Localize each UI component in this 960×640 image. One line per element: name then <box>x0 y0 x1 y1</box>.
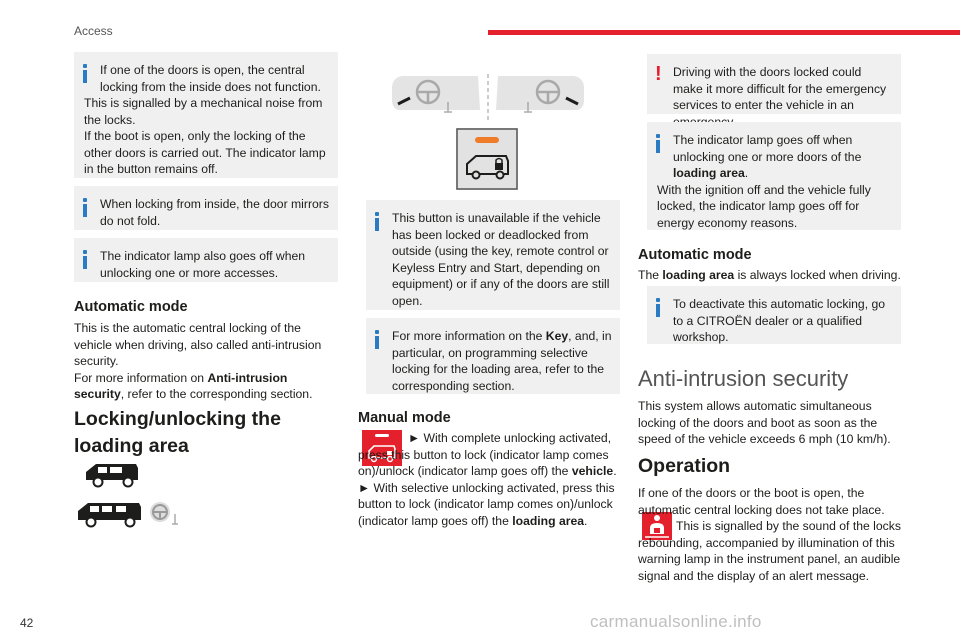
automatic-mode-text <box>74 320 338 403</box>
info-icon <box>83 198 87 217</box>
chapter-heading <box>74 406 338 460</box>
paragraph: The loading area is always locked when driving. <box>638 268 901 282</box>
paragraph: If one of the doors or the boot is open, the automatic central locking does not take place. <box>638 486 885 517</box>
paragraph: This is the automatic central locking of the vehicle when driving, also called anti-intrusion security. <box>74 321 322 368</box>
note-text: Driving with the doors locked could make it more difficult for the emergency services to enter the vehicle in an <box>673 65 887 112</box>
info-note-lamp-loading-area <box>647 122 901 230</box>
info-note-lamp-accesses <box>74 238 338 282</box>
note-text: When locking from inside, the door mirrors do not fold. <box>100 197 329 228</box>
info-note-mirrors <box>74 186 338 230</box>
paragraph: ► With selective unlocking activated, press this button to lock (indicator lamp comes on)/unlock (indicator lamp goes off) the loading area. <box>358 480 615 528</box>
section-heading: Manual mode <box>358 410 451 426</box>
header-accent-bar <box>488 30 960 35</box>
steering-wheel-icon <box>146 500 180 528</box>
loading-area-lock-button <box>456 128 518 190</box>
automatic-mode-text <box>638 267 908 284</box>
note-text: This is signalled by a mechanical noise from the locks. <box>84 96 323 127</box>
operation-text <box>638 485 908 584</box>
paragraph: This is signalled by the sound of the locks rebounding, accompanied by illumination of this warning lamp in the instrument panel, an audible signal and the display of an alert message. <box>638 519 901 583</box>
info-icon <box>656 298 660 317</box>
note-text: If one of the doors is open, the central locking from the inside does not function. <box>100 63 321 94</box>
warning-icon: ! <box>655 63 662 85</box>
paragraph: ► With complete unlocking activated, press this button to lock (indicator lamp comes on)/unlock (indicator lamp goes off) the vehicle. <box>358 431 617 478</box>
info-icon <box>375 330 379 349</box>
chapter-heading: Operation <box>638 455 731 477</box>
page-number: 42 <box>20 616 34 630</box>
note-text: With the ignition off and the vehicle fully locked, the indicator lamp goes off for energy economy reasons. <box>657 182 871 230</box>
van-lock-icon <box>84 460 142 488</box>
note-text: To deactivate this automatic locking, go to a CITROËN dealer or a qualified workshop. <box>673 297 886 344</box>
chapter-heading: Anti-intrusion security <box>638 366 849 391</box>
note-text: For more information on the Key, and, in particular, on programming selective locking for the loading area, refer to the corresponding section. <box>392 329 612 393</box>
manual-mode-text <box>358 430 620 529</box>
info-icon <box>656 134 660 153</box>
info-icon <box>375 212 379 231</box>
note-text: The indicator lamp goes off when unlocking one or more doors of the loading area. <box>673 133 862 180</box>
info-note-central-locking <box>74 52 338 178</box>
door-locking-illustration <box>388 70 588 126</box>
info-note-deactivate <box>647 286 901 344</box>
paragraph: For more information on Anti-intrusion security, refer to the corresponding section. <box>74 370 313 401</box>
header-title: Access <box>74 24 113 38</box>
note-text: The indicator lamp also goes off when unlocking one or more accesses. <box>100 249 306 280</box>
paragraph: This system allows automatic simultaneous locking of the doors and boot as soon as the speed of the vehicle exceeds 6 mph (10 km/h). <box>638 399 891 446</box>
info-icon <box>83 250 87 269</box>
chapter-heading-line: loading area <box>74 435 189 457</box>
info-note-key <box>366 318 620 394</box>
watermark: carmanualsonline.info <box>590 612 762 631</box>
info-note-button-unavailable <box>366 200 620 310</box>
note-text: This button is unavailable if the vehicle has been locked or deadlocked from outside (using the key, remote control or Keyless Entry and Start, depending on equipment) or if any of the doors are still open. <box>392 211 610 308</box>
chapter-heading-line: Locking/unlocking the <box>74 408 281 430</box>
anti-intrusion-text <box>638 398 908 448</box>
note-text: If the boot is open, only the locking of the other doors is carried out. The indicator lamp in the button remains off. <box>84 129 326 176</box>
section-heading: Automatic mode <box>638 247 752 263</box>
info-icon <box>83 64 87 83</box>
long-van-lock-icon <box>76 498 144 528</box>
warning-note-emergency <box>647 54 901 114</box>
section-heading: Automatic mode <box>74 299 188 315</box>
